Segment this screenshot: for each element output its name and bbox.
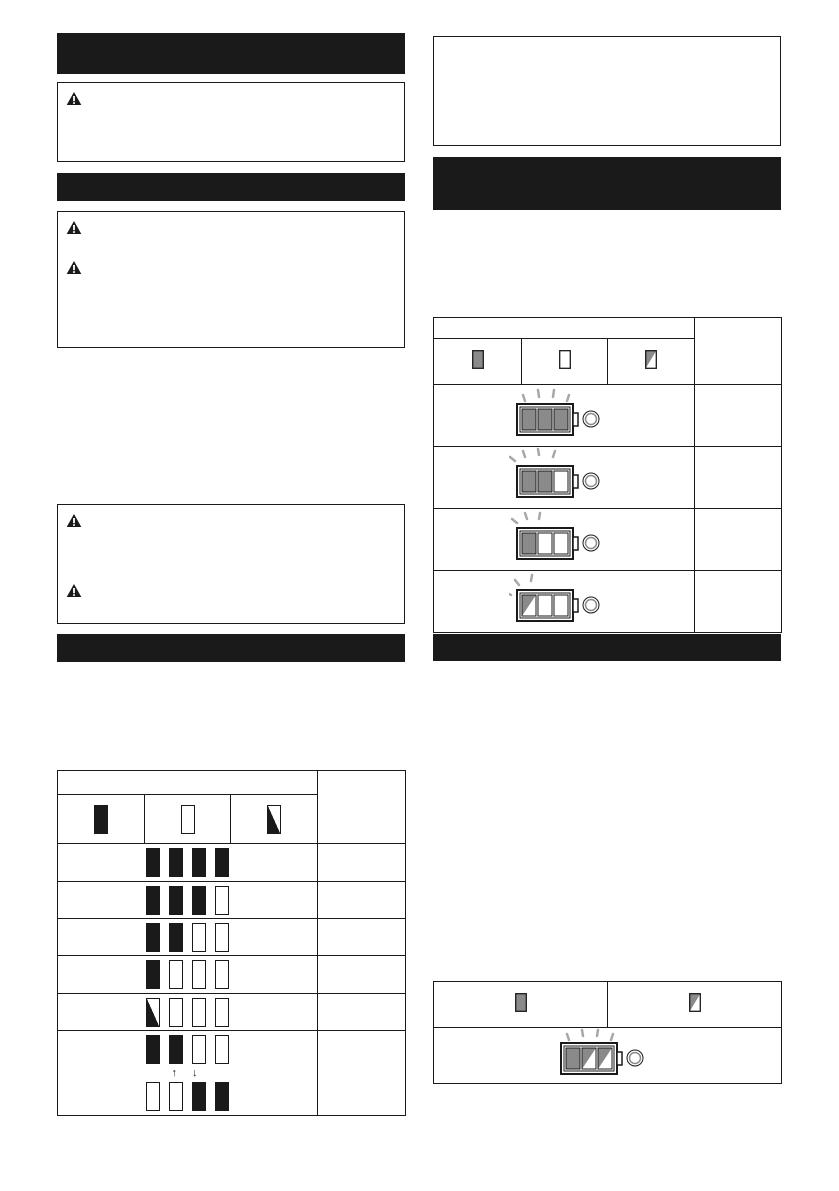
capacity-cell [695,385,782,447]
blinking-segment-icon [689,993,701,1012]
warning-icon [66,220,82,235]
capacity-cell [318,844,406,882]
indicator-header-cell [434,318,695,339]
battery-icon [553,1028,663,1078]
section-header-bar-1 [57,33,405,74]
indicator-row-malfunction [58,1031,318,1116]
warning-box-1 [57,82,405,162]
indicator-header-cell [58,771,318,795]
overload-indicator-table [433,981,782,1084]
battery-icon [509,447,619,503]
section-header-bar-2 [57,173,405,201]
capacity-cell [695,509,782,571]
battery-icon [509,509,619,565]
capacity-cell [695,447,782,509]
capacity-cell [318,956,406,994]
legend-blinking [231,795,318,844]
battery-row [434,571,695,633]
capacity-cell [318,882,406,919]
warning-box-3 [57,504,405,624]
legend-lit [434,982,608,1028]
indicator-row [58,882,318,919]
warning-icon [66,91,82,106]
warning-icon [66,583,82,598]
capacity-cell [318,919,406,956]
battery-row [434,447,695,509]
indicator-row [58,994,318,1031]
indicator-row [58,919,318,956]
battery-icon [509,385,619,441]
section-header-bar-5 [433,634,781,661]
warning-icon [66,260,82,275]
legend-lit [58,795,145,844]
blinking-lamp-icon [267,805,281,834]
section-header-bar-4 [433,157,781,210]
legend-lit [434,339,522,385]
capacity-cell [318,994,406,1031]
battery-row [434,385,695,447]
indicator-row [58,844,318,882]
indicator-lamp-table [57,770,406,1116]
battery-icon [509,571,619,627]
lit-segment-icon [472,350,484,369]
off-segment-icon [559,350,571,369]
indicator-row [58,956,318,994]
capacity-cell [695,571,782,633]
capacity-cell [318,1031,406,1116]
info-box [433,36,781,146]
lit-lamp-icon [94,805,108,834]
warning-icon [66,513,82,528]
overload-battery-row [434,1028,782,1084]
legend-blinking [608,339,695,385]
remaining-capacity-header-cell [695,318,782,385]
battery-indicator-table [433,317,782,633]
legend-off [145,795,231,844]
alternating-arrows: ↑ ↓ [171,1067,204,1079]
battery-row [434,509,695,571]
section-header-bar-3 [57,634,405,662]
lit-segment-icon [515,993,527,1012]
remaining-capacity-header-cell [318,771,406,844]
legend-blinking [608,982,782,1028]
off-lamp-icon [181,805,195,834]
warning-box-2 [57,211,405,348]
legend-off [522,339,608,385]
blinking-segment-icon [645,350,657,369]
